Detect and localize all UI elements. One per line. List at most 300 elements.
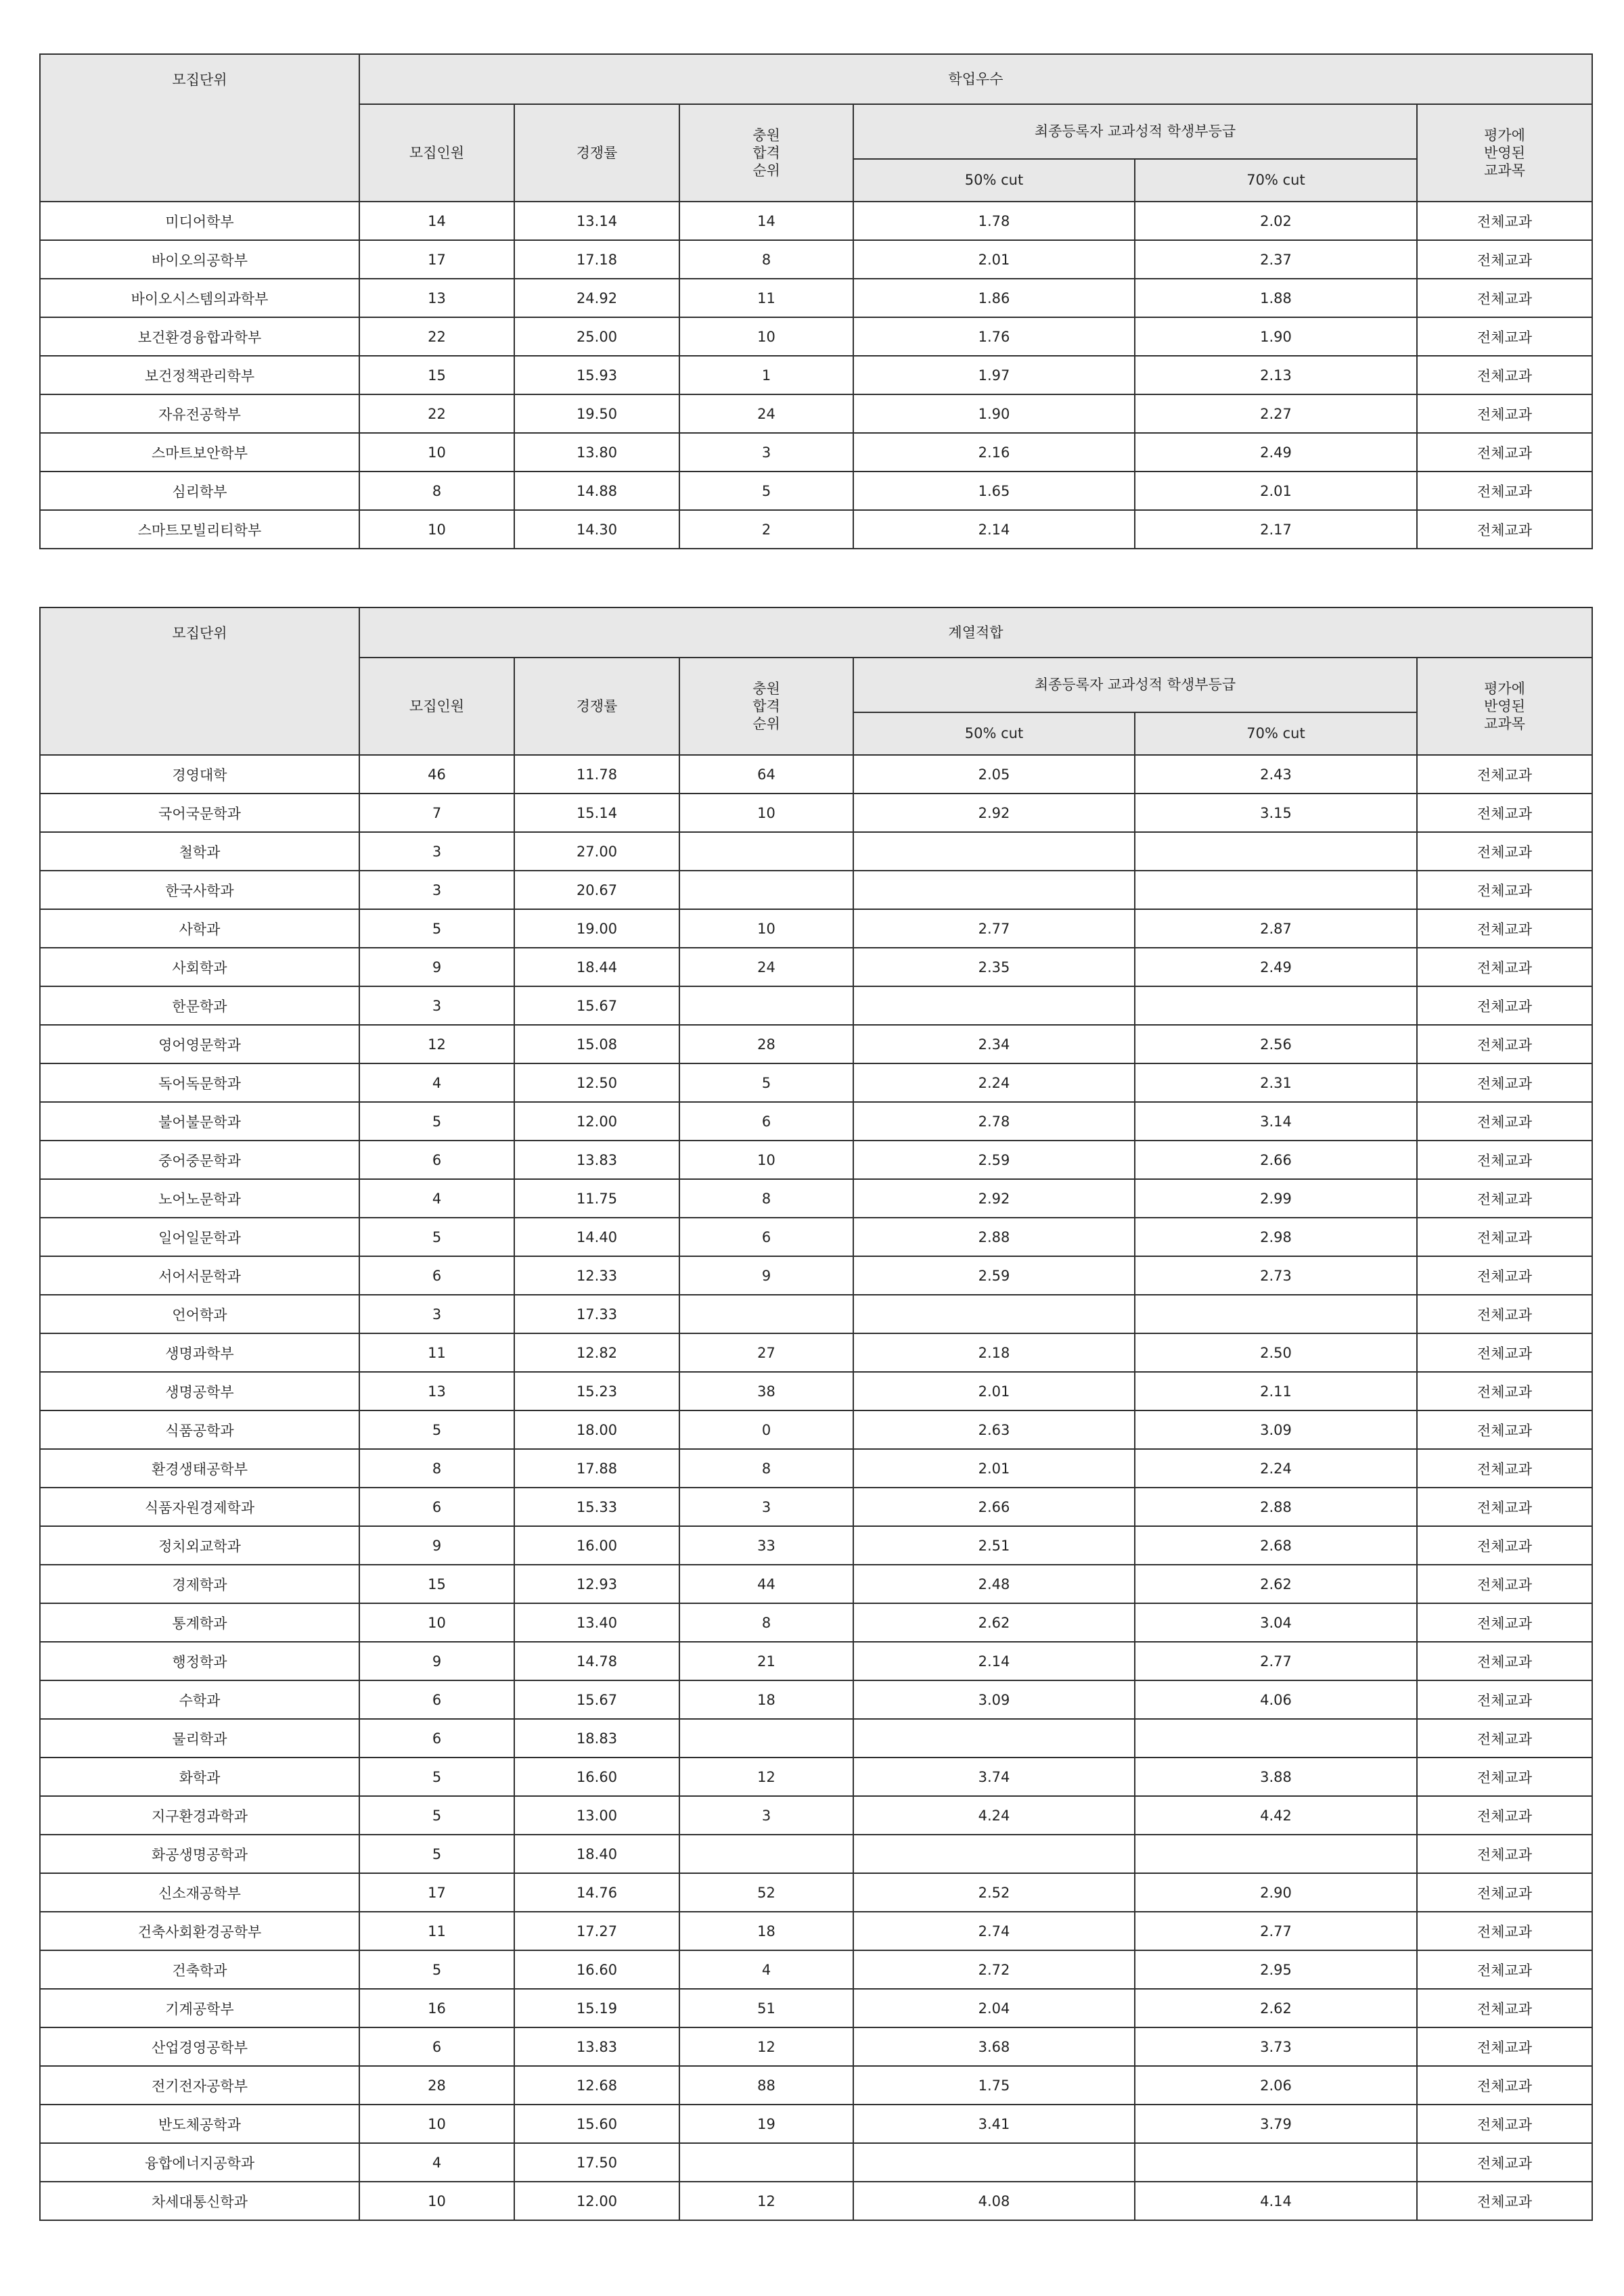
quota-cell: 5 [359, 1758, 514, 1796]
subjects-cell: 전체교과 [1417, 986, 1592, 1025]
table-row [40, 832, 1592, 871]
competition-header: 경쟁률 [514, 104, 679, 202]
competition-cell: 12.33 [514, 1256, 679, 1295]
unit-header: 모집단위 [40, 54, 359, 202]
quota-cell: 10 [359, 2182, 514, 2220]
subjects-cell: 전체교과 [1417, 2105, 1592, 2143]
unit-cell: 수학과 [40, 1680, 359, 1719]
quota-cell: 17 [359, 240, 514, 279]
quota-cell: 8 [359, 472, 514, 510]
unit-cell: 식품자원경제학과 [40, 1488, 359, 1526]
unit-cell: 사회학과 [40, 948, 359, 986]
rank-cell: 3 [679, 1796, 853, 1835]
competition-cell: 13.40 [514, 1603, 679, 1642]
table-row [40, 1295, 1592, 1333]
subjects-cell: 전체교과 [1417, 1526, 1592, 1565]
quota-cell: 9 [359, 948, 514, 986]
table-row [40, 394, 1592, 433]
table-row [40, 1372, 1592, 1410]
unit-cell: 정치외교학과 [40, 1526, 359, 1565]
table-row [40, 871, 1592, 909]
table-row [40, 1912, 1592, 1950]
unit-cell: 중어중문학과 [40, 1141, 359, 1179]
rank-cell: 3 [679, 1488, 853, 1526]
unit-cell: 철학과 [40, 832, 359, 871]
competition-cell: 12.82 [514, 1333, 679, 1372]
unit-cell: 차세대통신학과 [40, 2182, 359, 2220]
cut50-cell: 1.90 [853, 394, 1135, 433]
subjects-header: 평가에 반영된 교과목 [1417, 104, 1592, 202]
unit-cell: 독어독문학과 [40, 1063, 359, 1102]
quota-cell: 16 [359, 1989, 514, 2027]
subjects-cell: 전체교과 [1417, 394, 1592, 433]
table-row [40, 1835, 1592, 1873]
table-row [40, 2027, 1592, 2066]
competition-cell: 14.76 [514, 1873, 679, 1912]
competition-cell: 13.83 [514, 1141, 679, 1179]
rank-cell: 10 [679, 794, 853, 832]
rank-cell [679, 2143, 853, 2182]
unit-cell: 화공생명공학과 [40, 1835, 359, 1873]
cut50-cell: 2.92 [853, 794, 1135, 832]
unit-cell: 전기전자공학부 [40, 2066, 359, 2105]
unit-cell: 국어국문학과 [40, 794, 359, 832]
subjects-cell: 전체교과 [1417, 871, 1592, 909]
competition-cell: 12.93 [514, 1565, 679, 1603]
rank-cell: 3 [679, 433, 853, 472]
table-row [40, 2182, 1592, 2220]
rank-header: 충원 합격 순위 [679, 104, 853, 202]
subjects-cell: 전체교과 [1417, 755, 1592, 794]
competition-cell: 14.88 [514, 472, 679, 510]
quota-cell: 3 [359, 871, 514, 909]
rank-cell: 10 [679, 909, 853, 948]
rank-cell: 5 [679, 472, 853, 510]
quota-cell: 13 [359, 279, 514, 317]
unit-cell: 반도체공학과 [40, 2105, 359, 2143]
cut70-cell: 3.79 [1135, 2105, 1417, 2143]
rank-cell: 8 [679, 1449, 853, 1488]
unit-header: 모집단위 [40, 607, 359, 755]
unit-cell: 경제학과 [40, 1565, 359, 1603]
unit-cell: 경영대학 [40, 755, 359, 794]
competition-cell: 13.00 [514, 1796, 679, 1835]
cut50-cell: 2.14 [853, 510, 1135, 549]
rank-cell: 24 [679, 948, 853, 986]
table-row [40, 1603, 1592, 1642]
subjects-cell: 전체교과 [1417, 472, 1592, 510]
cut50-cell: 2.62 [853, 1603, 1135, 1642]
academic-excellence-table [39, 53, 1593, 549]
cut70-cell: 2.98 [1135, 1218, 1417, 1256]
quota-cell: 5 [359, 1410, 514, 1449]
subjects-cell: 전체교과 [1417, 1333, 1592, 1372]
rank-cell: 6 [679, 1102, 853, 1141]
quota-cell: 12 [359, 1025, 514, 1063]
quota-cell: 5 [359, 1102, 514, 1141]
subjects-cell: 전체교과 [1417, 433, 1592, 472]
cut70-cell: 2.68 [1135, 1526, 1417, 1565]
cut50-cell: 2.78 [853, 1102, 1135, 1141]
rank-cell [679, 832, 853, 871]
quota-header: 모집인원 [359, 104, 514, 202]
quota-cell: 14 [359, 202, 514, 240]
cut70-cell [1135, 986, 1417, 1025]
competition-cell: 14.30 [514, 510, 679, 549]
subjects-cell: 전체교과 [1417, 1912, 1592, 1950]
table-row [40, 1642, 1592, 1680]
subjects-header: 평가에 반영된 교과목 [1417, 658, 1592, 755]
rank-cell: 18 [679, 1680, 853, 1719]
competition-cell: 15.60 [514, 2105, 679, 2143]
unit-cell: 생명공학부 [40, 1372, 359, 1410]
rank-cell: 44 [679, 1565, 853, 1603]
quota-cell: 17 [359, 1873, 514, 1912]
table-title: 학업우수 [359, 54, 1592, 104]
subjects-cell: 전체교과 [1417, 2066, 1592, 2105]
cut50-cell: 2.35 [853, 948, 1135, 986]
cut70-header: 70% cut [1135, 712, 1417, 755]
subjects-cell: 전체교과 [1417, 1835, 1592, 1873]
cut70-cell: 3.15 [1135, 794, 1417, 832]
cut70-cell: 2.06 [1135, 2066, 1417, 2105]
unit-cell: 산업경영공학부 [40, 2027, 359, 2066]
cut50-cell: 2.48 [853, 1565, 1135, 1603]
cut50-header: 50% cut [853, 159, 1135, 202]
competition-cell: 13.83 [514, 2027, 679, 2066]
rank-cell: 4 [679, 1950, 853, 1989]
cut70-cell: 2.24 [1135, 1449, 1417, 1488]
table-row [40, 1950, 1592, 1989]
cut70-cell: 2.11 [1135, 1372, 1417, 1410]
rank-cell: 5 [679, 1063, 853, 1102]
cut50-cell [853, 2143, 1135, 2182]
unit-cell: 노어노문학과 [40, 1179, 359, 1218]
table-row [40, 1141, 1592, 1179]
table-title: 계열적합 [359, 607, 1592, 658]
table-row [40, 356, 1592, 394]
quota-cell: 5 [359, 1218, 514, 1256]
competition-cell: 16.60 [514, 1950, 679, 1989]
cut70-cell: 2.01 [1135, 472, 1417, 510]
cut70-cell: 3.09 [1135, 1410, 1417, 1449]
rank-cell: 6 [679, 1218, 853, 1256]
rank-cell: 19 [679, 2105, 853, 2143]
cut70-cell [1135, 1719, 1417, 1758]
table-row [40, 240, 1592, 279]
rank-cell: 9 [679, 1256, 853, 1295]
competition-cell: 25.00 [514, 317, 679, 356]
table-row [40, 948, 1592, 986]
table-row [40, 317, 1592, 356]
rank-cell [679, 1835, 853, 1873]
subjects-cell: 전체교과 [1417, 2182, 1592, 2220]
quota-cell: 10 [359, 2105, 514, 2143]
cut70-cell: 2.88 [1135, 1488, 1417, 1526]
competition-cell: 20.67 [514, 871, 679, 909]
quota-cell: 46 [359, 755, 514, 794]
competition-cell: 18.83 [514, 1719, 679, 1758]
table-row [40, 2105, 1592, 2143]
cut70-cell: 2.77 [1135, 1912, 1417, 1950]
unit-cell: 영어영문학과 [40, 1025, 359, 1063]
cut50-cell: 1.97 [853, 356, 1135, 394]
cut50-cell [853, 986, 1135, 1025]
subjects-cell: 전체교과 [1417, 510, 1592, 549]
table-row [40, 1179, 1592, 1218]
quota-cell: 5 [359, 1796, 514, 1835]
rank-cell: 12 [679, 1758, 853, 1796]
quota-cell: 9 [359, 1642, 514, 1680]
subjects-cell: 전체교과 [1417, 1063, 1592, 1102]
table-row [40, 1025, 1592, 1063]
table-row [40, 986, 1592, 1025]
rank-cell: 8 [679, 1179, 853, 1218]
subjects-cell: 전체교과 [1417, 1758, 1592, 1796]
quota-cell: 11 [359, 1333, 514, 1372]
quota-cell: 6 [359, 1680, 514, 1719]
unit-cell: 융합에너지공학과 [40, 2143, 359, 2182]
cut50-cell: 2.04 [853, 1989, 1135, 2027]
quota-cell: 10 [359, 510, 514, 549]
cut70-header: 70% cut [1135, 159, 1417, 202]
cut50-cell: 2.74 [853, 1912, 1135, 1950]
competition-cell: 16.60 [514, 1758, 679, 1796]
unit-cell: 보건정책관리학부 [40, 356, 359, 394]
cut70-cell [1135, 2143, 1417, 2182]
competition-cell: 12.68 [514, 2066, 679, 2105]
competition-cell: 15.14 [514, 794, 679, 832]
cut70-cell [1135, 871, 1417, 909]
cut70-cell: 3.88 [1135, 1758, 1417, 1796]
competition-cell: 11.78 [514, 755, 679, 794]
cut50-cell: 4.24 [853, 1796, 1135, 1835]
subjects-cell: 전체교과 [1417, 1950, 1592, 1989]
quota-header: 모집인원 [359, 658, 514, 755]
table-row [40, 1449, 1592, 1488]
cut70-cell: 3.04 [1135, 1603, 1417, 1642]
cut50-cell: 2.18 [853, 1333, 1135, 1372]
table-row [40, 1873, 1592, 1912]
rank-header: 충원 합격 순위 [679, 658, 853, 755]
table-row [40, 1526, 1592, 1565]
unit-cell: 환경생태공학부 [40, 1449, 359, 1488]
subjects-cell: 전체교과 [1417, 1719, 1592, 1758]
competition-cell: 19.00 [514, 909, 679, 948]
rank-cell: 2 [679, 510, 853, 549]
competition-cell: 14.40 [514, 1218, 679, 1256]
table-row [40, 2066, 1592, 2105]
cut70-cell: 2.95 [1135, 1950, 1417, 1989]
rank-cell: 21 [679, 1642, 853, 1680]
rank-cell: 52 [679, 1873, 853, 1912]
unit-cell: 스마트모빌리티학부 [40, 510, 359, 549]
competition-cell: 13.14 [514, 202, 679, 240]
quota-cell: 3 [359, 1295, 514, 1333]
competition-cell: 12.00 [514, 2182, 679, 2220]
cut50-cell: 2.52 [853, 1873, 1135, 1912]
unit-cell: 바이오의공학부 [40, 240, 359, 279]
cut50-cell: 2.59 [853, 1141, 1135, 1179]
rank-cell: 12 [679, 2182, 853, 2220]
quota-cell: 4 [359, 1179, 514, 1218]
cut50-cell: 2.51 [853, 1526, 1135, 1565]
subjects-cell: 전체교과 [1417, 948, 1592, 986]
cut50-cell: 3.09 [853, 1680, 1135, 1719]
unit-cell: 식품공학과 [40, 1410, 359, 1449]
quota-cell: 3 [359, 832, 514, 871]
competition-cell: 14.78 [514, 1642, 679, 1680]
quota-cell: 6 [359, 1488, 514, 1526]
subjects-cell: 전체교과 [1417, 1565, 1592, 1603]
unit-cell: 행정학과 [40, 1642, 359, 1680]
cut50-cell: 1.86 [853, 279, 1135, 317]
quota-cell: 7 [359, 794, 514, 832]
quota-cell: 28 [359, 2066, 514, 2105]
cut70-cell: 1.90 [1135, 317, 1417, 356]
rank-cell: 1 [679, 356, 853, 394]
quota-cell: 6 [359, 1719, 514, 1758]
subjects-cell: 전체교과 [1417, 356, 1592, 394]
table-row [40, 1796, 1592, 1835]
cut50-header: 50% cut [853, 712, 1135, 755]
subjects-cell: 전체교과 [1417, 2027, 1592, 2066]
unit-cell: 통계학과 [40, 1603, 359, 1642]
subjects-cell: 전체교과 [1417, 202, 1592, 240]
table-row [40, 510, 1592, 549]
cut50-cell [853, 1295, 1135, 1333]
cut70-cell: 2.66 [1135, 1141, 1417, 1179]
competition-cell: 17.18 [514, 240, 679, 279]
subjects-cell: 전체교과 [1417, 1796, 1592, 1835]
unit-cell: 심리학부 [40, 472, 359, 510]
rank-cell [679, 871, 853, 909]
unit-cell: 지구환경과학과 [40, 1796, 359, 1835]
rank-cell: 28 [679, 1025, 853, 1063]
cut70-cell: 2.73 [1135, 1256, 1417, 1295]
competition-cell: 18.40 [514, 1835, 679, 1873]
cut50-cell: 2.24 [853, 1063, 1135, 1102]
cut50-cell: 1.78 [853, 202, 1135, 240]
cut50-cell: 2.01 [853, 240, 1135, 279]
competition-cell: 18.00 [514, 1410, 679, 1449]
field-fit-table [39, 607, 1593, 2221]
table-row [40, 909, 1592, 948]
cut70-cell: 3.73 [1135, 2027, 1417, 2066]
unit-cell: 불어불문학과 [40, 1102, 359, 1141]
competition-cell: 11.75 [514, 1179, 679, 1218]
rank-cell: 0 [679, 1410, 853, 1449]
rank-cell: 38 [679, 1372, 853, 1410]
competition-cell: 17.33 [514, 1295, 679, 1333]
rank-cell: 51 [679, 1989, 853, 2027]
rank-cell: 88 [679, 2066, 853, 2105]
unit-cell: 화학과 [40, 1758, 359, 1796]
table-row [40, 1063, 1592, 1102]
unit-cell: 바이오시스템의과학부 [40, 279, 359, 317]
subjects-cell: 전체교과 [1417, 279, 1592, 317]
competition-cell: 15.23 [514, 1372, 679, 1410]
cut50-cell [853, 871, 1135, 909]
competition-cell: 15.33 [514, 1488, 679, 1526]
quota-cell: 13 [359, 1372, 514, 1410]
quota-cell: 5 [359, 909, 514, 948]
unit-cell: 물리학과 [40, 1719, 359, 1758]
quota-cell: 5 [359, 1835, 514, 1873]
table-row [40, 2143, 1592, 2182]
subjects-cell: 전체교과 [1417, 1256, 1592, 1295]
cut70-cell [1135, 832, 1417, 871]
table-row [40, 1719, 1592, 1758]
rank-cell: 10 [679, 317, 853, 356]
grade-group-header: 최종등록자 교과성적 학생부등급 [853, 104, 1417, 159]
rank-cell [679, 1295, 853, 1333]
cut50-cell: 1.75 [853, 2066, 1135, 2105]
competition-cell: 15.67 [514, 986, 679, 1025]
subjects-cell: 전체교과 [1417, 794, 1592, 832]
subjects-cell: 전체교과 [1417, 1179, 1592, 1218]
cut70-cell: 4.42 [1135, 1796, 1417, 1835]
cut50-cell: 2.92 [853, 1179, 1135, 1218]
table-row [40, 755, 1592, 794]
rank-cell [679, 1719, 853, 1758]
cut50-cell: 1.76 [853, 317, 1135, 356]
subjects-cell: 전체교과 [1417, 1295, 1592, 1333]
cut70-cell [1135, 1295, 1417, 1333]
rank-cell: 64 [679, 755, 853, 794]
cut70-cell: 2.49 [1135, 948, 1417, 986]
quota-cell: 4 [359, 1063, 514, 1102]
unit-cell: 생명과학부 [40, 1333, 359, 1372]
rank-cell: 14 [679, 202, 853, 240]
table-row [40, 1410, 1592, 1449]
cut50-cell: 2.63 [853, 1410, 1135, 1449]
cut50-cell: 4.08 [853, 2182, 1135, 2220]
competition-cell: 17.88 [514, 1449, 679, 1488]
table-row [40, 1989, 1592, 2027]
cut50-cell: 2.01 [853, 1449, 1135, 1488]
cut50-cell: 2.72 [853, 1950, 1135, 1989]
cut70-cell: 2.13 [1135, 356, 1417, 394]
unit-cell: 서어서문학과 [40, 1256, 359, 1295]
grade-group-header: 최종등록자 교과성적 학생부등급 [853, 658, 1417, 712]
subjects-cell: 전체교과 [1417, 832, 1592, 871]
unit-cell: 한문학과 [40, 986, 359, 1025]
cut70-cell: 4.06 [1135, 1680, 1417, 1719]
cut70-cell: 1.88 [1135, 279, 1417, 317]
cut50-cell [853, 1835, 1135, 1873]
rank-cell: 24 [679, 394, 853, 433]
competition-cell: 19.50 [514, 394, 679, 433]
competition-cell: 15.08 [514, 1025, 679, 1063]
quota-cell: 10 [359, 1603, 514, 1642]
rank-cell: 33 [679, 1526, 853, 1565]
table-row [40, 1102, 1592, 1141]
cut50-cell: 3.68 [853, 2027, 1135, 2066]
cut70-cell: 2.43 [1135, 755, 1417, 794]
cut50-cell: 2.59 [853, 1256, 1135, 1295]
unit-cell: 사학과 [40, 909, 359, 948]
cut50-cell: 2.66 [853, 1488, 1135, 1526]
quota-cell: 11 [359, 1912, 514, 1950]
table-row [40, 1256, 1592, 1295]
competition-cell: 12.50 [514, 1063, 679, 1102]
competition-cell: 15.93 [514, 356, 679, 394]
cut50-cell: 3.74 [853, 1758, 1135, 1796]
cut50-cell: 2.05 [853, 755, 1135, 794]
unit-cell: 언어학과 [40, 1295, 359, 1333]
unit-cell: 한국사학과 [40, 871, 359, 909]
